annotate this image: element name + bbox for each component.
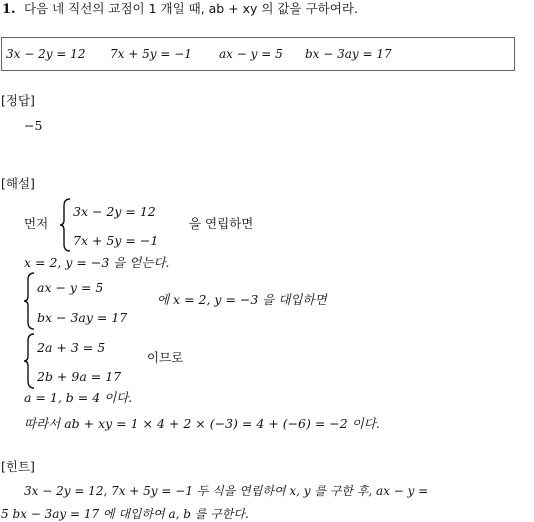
solution-step3-suffix: 에 x = 2, y = −3 을 대입하면 bbox=[157, 292, 327, 307]
solution-step2: x = 2, y = −3 을 얻는다. bbox=[24, 255, 170, 270]
hint-line-1: 3x − 2y = 12, 7x + 5y = −1 두 식을 연립하여 x, y 를 구한 후, ax − y = bbox=[24, 484, 429, 498]
hint-heading: [힌트] bbox=[1, 459, 35, 474]
left-brace-icon bbox=[24, 333, 36, 389]
system1-equation-1: 3x − 2y = 12 bbox=[73, 204, 156, 219]
system2-equation-2: bx − 3ay = 17 bbox=[37, 310, 128, 325]
solution-step6: 따라서 ab + xy = 1 × 4 + 2 × (−3) = 4 + (−6) = −2 이다. bbox=[24, 416, 380, 431]
box-equation-1: 3x − 2y = 12 bbox=[6, 47, 86, 61]
solution-heading: [해설] bbox=[1, 176, 35, 191]
answer-value: −5 bbox=[24, 118, 43, 133]
hint-line-2: 5 bx − 3ay = 17 에 대입하여 a, b 를 구한다. bbox=[1, 507, 249, 521]
solution-step4-suffix: 이므로 bbox=[147, 350, 184, 365]
system2-equation-1: ax − y = 5 bbox=[37, 280, 104, 295]
system1-equation-2: 7x + 5y = −1 bbox=[73, 233, 159, 248]
solution-step1-suffix: 을 연립하면 bbox=[189, 216, 254, 231]
system3-equation-2: 2b + 9a = 17 bbox=[37, 369, 122, 384]
left-brace-icon bbox=[24, 272, 36, 330]
system3-equation-1: 2a + 3 = 5 bbox=[37, 340, 106, 355]
problem-number: 1. bbox=[2, 2, 16, 17]
answer-heading: [정답] bbox=[1, 93, 35, 108]
box-equation-4: bx − 3ay = 17 bbox=[305, 47, 392, 61]
box-equation-3: ax − y = 5 bbox=[219, 47, 283, 61]
problem-text: 다음 네 직선의 교점이 1 개일 때, ab + xy 의 값을 구하여라. bbox=[24, 1, 358, 16]
left-brace-icon bbox=[60, 198, 72, 252]
solution-step5: a = 1, b = 4 이다. bbox=[24, 390, 133, 405]
solution-step1-prefix: 먼저 bbox=[24, 216, 49, 231]
box-equation-2: 7x + 5y = −1 bbox=[110, 47, 192, 61]
